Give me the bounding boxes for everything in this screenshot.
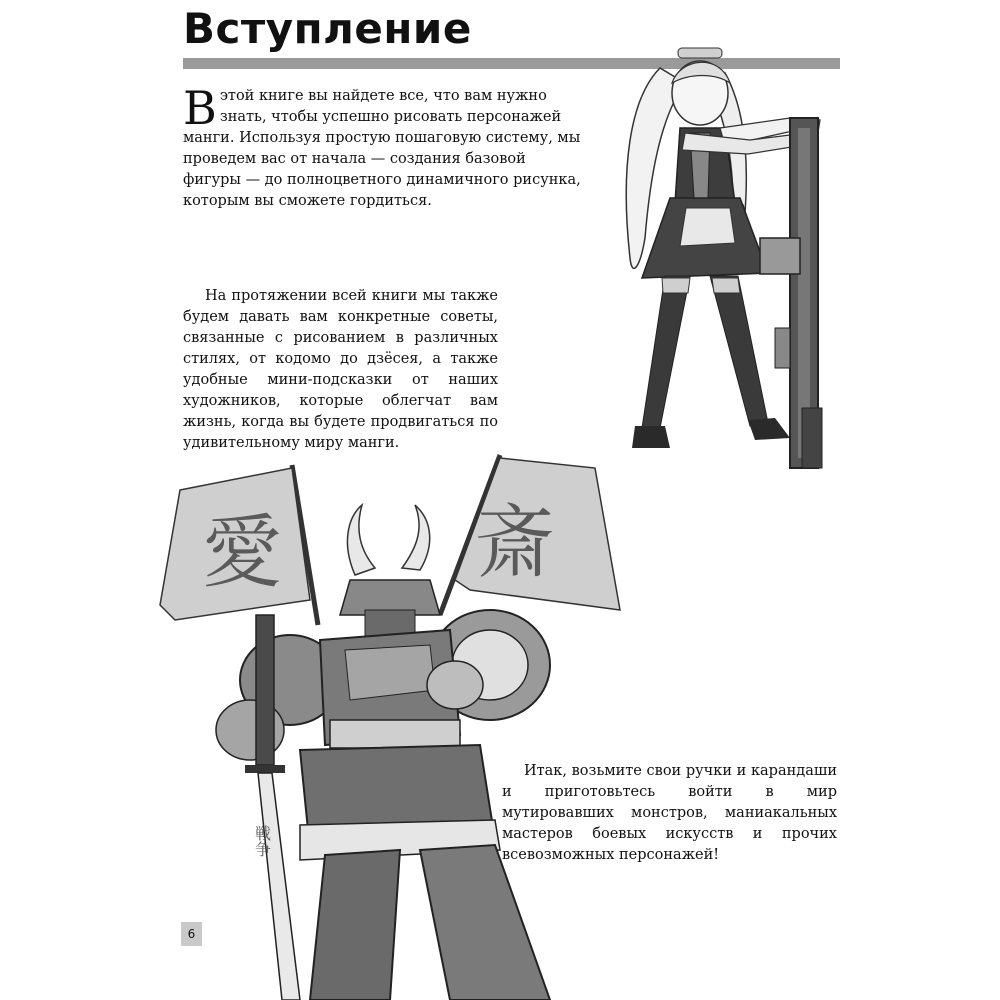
intro-text: этой книге вы найдете все, что вам нужно знать, чтобы успешно рисовать персонажей манги. Используя простую пошаговую систему, мы проведем вас от начала — создания базовой фигуры — до полноцветного динамичного рисунка, которым вы сможете гордиться. — [183, 88, 581, 209]
flag-left-glyph: 愛 — [202, 506, 282, 599]
page-title: Вступление — [183, 4, 472, 53]
samurai-robot-illustration — [150, 450, 620, 1000]
closing-text: Итак, возьмите свои ручки и карандаши и приготовьтесь войти в мир мутировавших монстров, маниакальных мастеров боевых искусств и прочих всевозможных персонажей! — [502, 763, 837, 863]
tips-paragraph — [183, 286, 498, 454]
tips-text: На протяжении всей книги мы также будем давать вам конкретные советы, связанные с рисованием в различных стилях, от кодомо до дзёсея, а также удобные мини-подсказки от наших художников, которые облегчат вам жизнь, когда вы будете продвигаться по удивительному миру манги. — [183, 288, 498, 451]
flag-right-glyph: 斎 — [475, 496, 555, 589]
sword-glyph: 戦争 — [252, 825, 272, 857]
maid-character-illustration — [590, 28, 850, 478]
drop-cap: В — [183, 81, 217, 135]
intro-paragraph — [183, 81, 588, 212]
page-number: 6 — [181, 922, 202, 946]
